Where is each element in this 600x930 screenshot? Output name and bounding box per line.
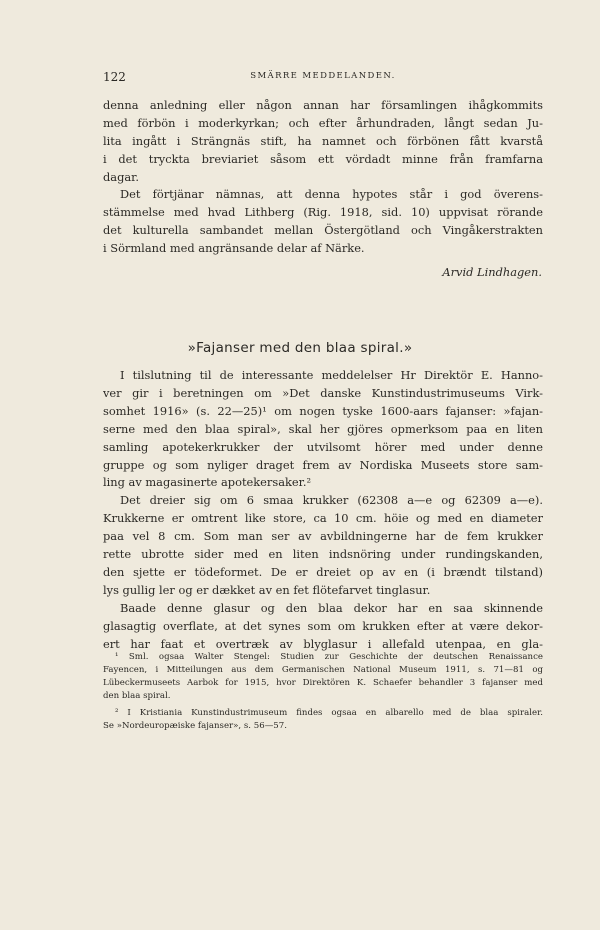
footnote-line: Lübeckermuseets Aarbok for 1915, hvor Direktören K. Schaefer behandler 3 fajanser med [103,678,543,689]
text-line: glasagtig overflate, at det synes som om krukken efter at være dekor- [103,618,543,633]
text-line: denna anledning eller någon annan har församlingen ihågkommits [103,98,543,112]
text-line: paa vel 8 cm. Som man ser av avbildningerne har de fem krukker [103,528,543,543]
section-title: »Fajanser med den blaa spiral.» [187,340,413,356]
text-line: stämmelse med hvad Lithberg (Rig. 1918, sid. 10) uppvisat rörande [103,204,543,219]
text-line: i Sörmland med angränsande delar af Närke. [103,240,365,255]
text-line: samling apotekerkrukker der utvilsomt hörer med under denne [103,439,543,454]
main-paragraph-3 [103,600,543,654]
text-line: rette ubrotte sider med en liten indsnöring under rundingskanden, [103,546,543,561]
top-paragraph [103,97,543,187]
footnote-line: Se »Nordeuropæiske fajanser», s. 56—57. [103,721,287,732]
text-line: dagar. [103,169,139,184]
footnote-1 [103,651,543,703]
footnote-2 [103,707,543,733]
text-line: med förbön i moderkyrkan; och efter århundraden, långt sedan Ju- [103,115,543,130]
footnote-line: ¹ Sml. ogsaa Walter Stengel: Studien zur Geschichte der deutschen Renaissance [115,652,543,662]
text-line: ver gir i beretningen om »Det danske Kunstindustrimuseums Virk- [103,385,543,400]
second-paragraph [103,186,543,258]
text-line: i det tryckta breviariet såsom ett vördadt minne från framfarna [103,151,543,166]
text-line: lys gullig ler og er dækket av en fet flötefarvet tinglasur. [103,582,431,597]
footnote-line: den blaa spiral. [103,691,171,702]
text-line: Krukkerne er omtrent like store, ca 10 cm. höie og med en diameter [103,510,543,525]
text-line: gruppe og som nyliger draget frem av Nordiska Museets store sam- [103,457,543,472]
text-line: ert har faat et overtræk av blyglasur i allefald utenpaa, en gla- [103,636,543,651]
text-line: somhet 1916» (s. 22—25)¹ om nogen tyske 1600-aars fajanser: »fajan- [103,403,543,418]
running-title: SMÄRRE MEDDELANDEN. [250,71,396,81]
footnote-line: ² I Kristiania Kunstindustrimuseum findes ogsaa en albarello med de blaa spiraler. [115,708,543,718]
footnote-line: Fayencen, i Mitteilungen aus dem Germanischen National Museum 1911, s. 71—81 og [103,665,543,676]
author-signature: Arvid Lindhagen. [442,265,542,279]
text-line: ling av magasinerte apotekersaker.² [103,475,312,490]
text-line: lita ingått i Strängnäs stift, ha namnet och förbönen fått kvarstå [103,133,543,148]
text-line: serne med den blaa spiral», skal her gjöres opmerksom paa en liten [103,421,543,436]
main-paragraph-2 [103,492,543,599]
running-header [103,70,543,86]
text-line: Det förtjänar nämnas, att denna hypotes står i god överens- [120,187,543,201]
text-line: den sjette er tödeformet. De er dreiet op av en (i brændt tilstand) [103,564,543,579]
main-paragraph-1 [103,367,543,492]
page-number: 122 [103,70,126,84]
text-line: Baade denne glasur og den blaa dekor har en saa skinnende [120,601,543,615]
text-line: Det dreier sig om 6 smaa krukker (62308 a—e og 62309 a—e). [120,493,543,507]
text-line: I tilslutning til de interessante meddelelser Hr Direktör E. Hanno- [120,368,543,382]
text-line: det kulturella sambandet mellan Östergötland och Vingåkerstrakten [103,222,543,237]
